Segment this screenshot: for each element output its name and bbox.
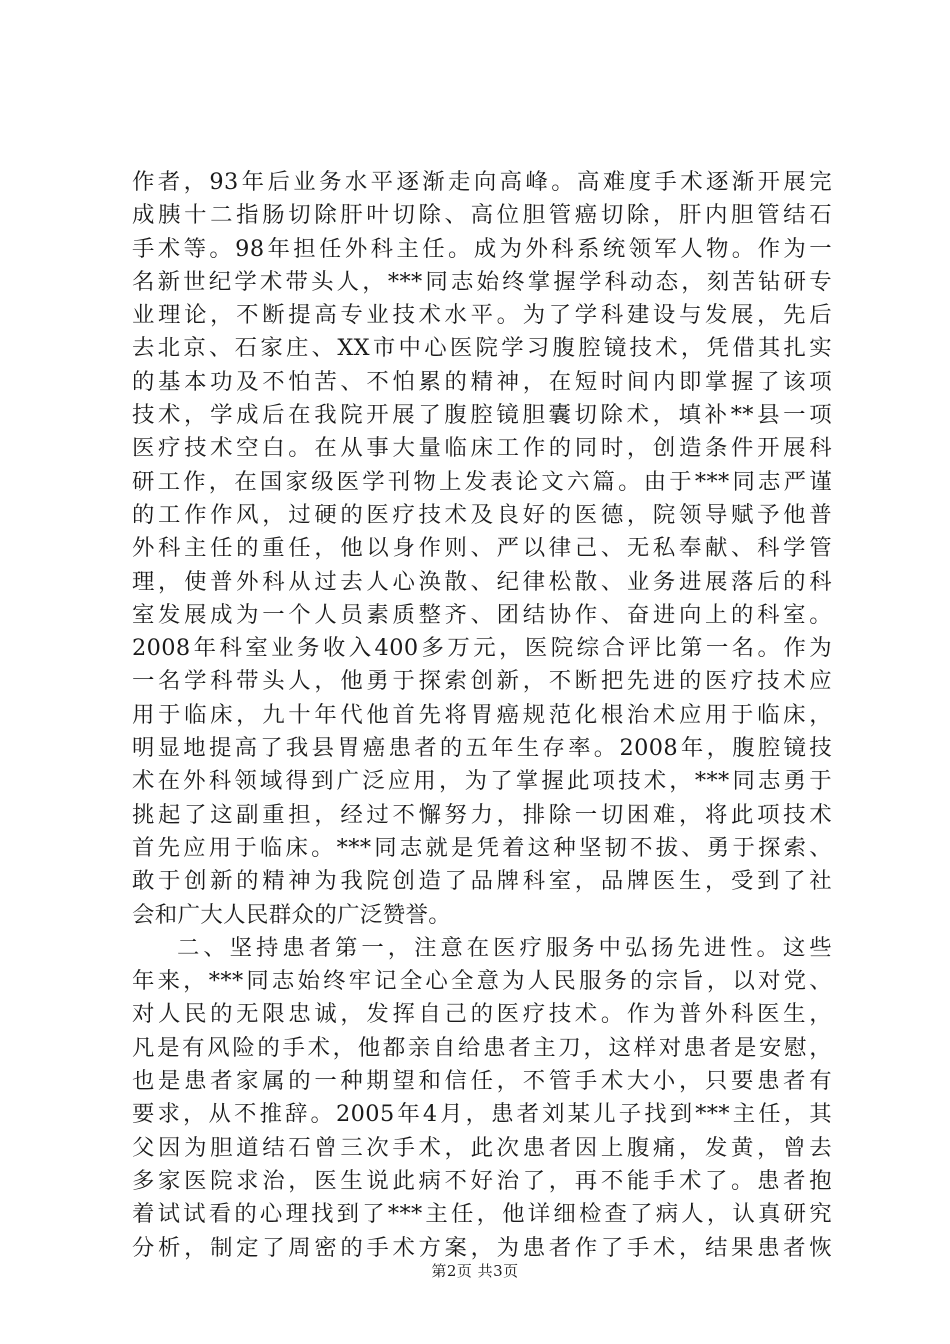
text-line: 术在外科领域得到广泛应用，为了掌握此项技术，***同志勇于 bbox=[132, 768, 832, 795]
text-line: 用于临床，九十年代他首先将胃癌规范化根治术应用于临床， bbox=[132, 701, 832, 728]
text-line: 理，使普外科从过去人心涣散、纪律松散、业务进展落后的科 bbox=[132, 568, 832, 595]
text-line: 手术等。98年担任外科主任。成为外科系统领军人物。作为一 bbox=[132, 235, 832, 262]
text-line: 多家医院求治，医生说此病不好治了，再不能手术了。患者抱 bbox=[132, 1167, 832, 1194]
text-line: 年来，***同志始终牢记全心全意为人民服务的宗旨，以对党、 bbox=[132, 968, 832, 995]
text-line: 首先应用于临床。***同志就是凭着这种坚韧不拔、勇于探索、 bbox=[132, 834, 832, 861]
text-line: 外科主任的重任，他以身作则、严以律己、无私奉献、科学管 bbox=[132, 535, 832, 562]
text-line: 明显地提高了我县胃癌患者的五年生存率。2008年，腹腔镜技 bbox=[132, 735, 832, 762]
section-heading-line: 二、坚持患者第一，注意在医疗服务中弘扬先进性。这些 bbox=[177, 934, 832, 961]
text-line: 要求，从不推辞。2005年4月，患者刘某儿子找到***主任，其 bbox=[132, 1101, 832, 1128]
text-line: 作者，93年后业务水平逐渐走向高峰。高难度手术逐渐开展完 bbox=[132, 169, 832, 195]
text-line: 凡是有风险的手术，他都亲自给患者主刀，这样对患者是安慰， bbox=[132, 1034, 832, 1061]
text-line: 技术，学成后在我院开展了腹腔镜胆囊切除术，填补**县一项 bbox=[132, 402, 832, 429]
text-line: 去北京、石家庄、XX市中心医院学习腹腔镜技术，凭借其扎实 bbox=[132, 335, 832, 362]
body-text bbox=[132, 166, 832, 1265]
text-line: 着试试看的心理找到了***主任，他详细检查了病人，认真研究 bbox=[132, 1201, 832, 1228]
text-line: 医疗技术空白。在从事大量临床工作的同时，创造条件开展科 bbox=[132, 435, 832, 462]
text-line: 也是患者家属的一种期望和信任，不管手术大小，只要患者有 bbox=[132, 1068, 832, 1095]
text-line: 研工作，在国家级医学刊物上发表论文六篇。由于***同志严谨 bbox=[132, 468, 832, 495]
text-line: 敢于创新的精神为我院创造了品牌科室，品牌医生，受到了社 bbox=[132, 868, 832, 895]
text-line: 业理论，不断提高专业技术水平。为了学科建设与发展，先后 bbox=[132, 302, 832, 329]
text-line: 2008年科室业务收入400多万元，医院综合评比第一名。作为 bbox=[132, 635, 832, 662]
text-line: 的基本功及不怕苦、不怕累的精神，在短时间内即掌握了该项 bbox=[132, 368, 832, 395]
text-line: 名新世纪学术带头人，***同志始终掌握学科动态，刻苦钻研专 bbox=[132, 268, 832, 295]
text-line: 会和广大人民群众的广泛赞誉。 bbox=[132, 901, 452, 928]
text-line: 的工作作风，过硬的医疗技术及良好的医德，院领导赋予他普 bbox=[132, 501, 832, 528]
text-line: 分析，制定了周密的手术方案，为患者作了手术，结果患者恢 bbox=[132, 1234, 832, 1261]
text-line: 成胰十二指肠切除肝叶切除、高位胆管癌切除，肝内胆管结石 bbox=[132, 202, 832, 229]
text-line: 对人民的无限忠诚，发挥自己的医疗技术。作为普外科医生， bbox=[132, 1001, 832, 1028]
text-line: 一名学科带头人，他勇于探索创新，不断把先进的医疗技术应 bbox=[132, 668, 832, 695]
text-line: 父因为胆道结石曾三次手术，此次患者因上腹痛，发黄，曾去 bbox=[132, 1134, 832, 1161]
text-line: 室发展成为一个人员素质整齐、团结协作、奋进向上的科室。 bbox=[132, 601, 832, 628]
text-line: 挑起了这副重担，经过不懈努力，排除一切困难，将此项技术 bbox=[132, 801, 832, 828]
page-number-footer: 第2页 共3页 bbox=[431, 1262, 519, 1280]
